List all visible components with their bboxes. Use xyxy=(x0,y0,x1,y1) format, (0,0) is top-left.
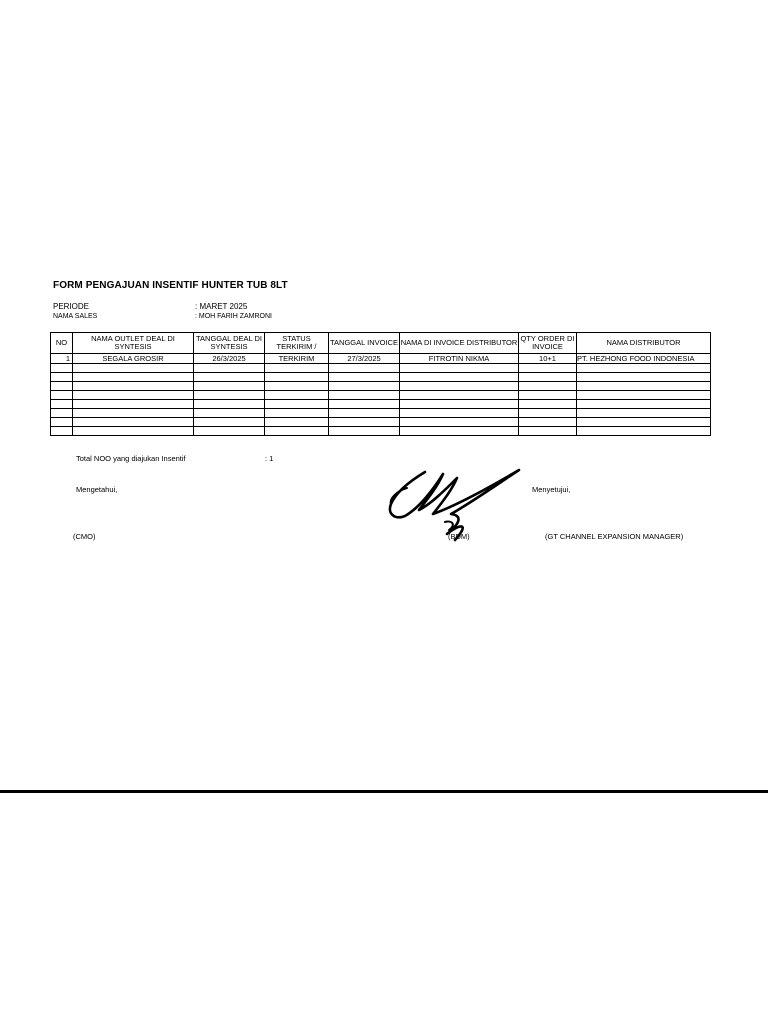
cell-tanggal-invoice xyxy=(329,364,400,373)
cell-no xyxy=(51,391,73,400)
cell-outlet xyxy=(73,427,194,436)
cell-status xyxy=(265,427,329,436)
cell-distributor xyxy=(577,409,711,418)
cell-tanggal-invoice xyxy=(329,382,400,391)
cell-status xyxy=(265,391,329,400)
cell-tanggal-deal: 26/3/2025 xyxy=(194,354,265,364)
cell-tanggal-invoice xyxy=(329,391,400,400)
cell-qty xyxy=(519,427,577,436)
cell-distributor xyxy=(577,391,711,400)
table-row xyxy=(51,418,711,427)
cell-distributor xyxy=(577,364,711,373)
cell-outlet xyxy=(73,364,194,373)
cell-no xyxy=(51,382,73,391)
cell-no xyxy=(51,418,73,427)
total-label: Total NOO yang diajukan Insentif xyxy=(76,454,186,463)
cell-nama-invoice xyxy=(400,391,519,400)
col-header-tanggal-deal: TANGGAL DEAL DI SYNTESIS xyxy=(194,333,265,354)
periode-value: : MARET 2025 xyxy=(195,302,248,311)
cell-nama-invoice: FITROTIN NIKMA xyxy=(400,354,519,364)
periode-label: PERIODE xyxy=(53,302,90,311)
cell-status xyxy=(265,409,329,418)
page-bottom-rule xyxy=(0,790,768,793)
cell-tanggal-invoice xyxy=(329,427,400,436)
cell-tanggal-invoice xyxy=(329,373,400,382)
col-header-no: NO xyxy=(51,333,73,354)
cell-nama-invoice xyxy=(400,400,519,409)
cell-qty xyxy=(519,400,577,409)
cell-tanggal-invoice xyxy=(329,418,400,427)
cell-distributor: PT. HEZHONG FOOD INDONESIA xyxy=(577,354,711,364)
cell-distributor xyxy=(577,382,711,391)
cell-no xyxy=(51,409,73,418)
table-row xyxy=(51,409,711,418)
cell-tanggal-invoice: 27/3/2025 xyxy=(329,354,400,364)
cell-outlet xyxy=(73,382,194,391)
sales-label: NAMA SALES xyxy=(53,313,98,320)
cell-distributor xyxy=(577,427,711,436)
cell-qty xyxy=(519,391,577,400)
cell-qty xyxy=(519,373,577,382)
cell-qty xyxy=(519,418,577,427)
cell-outlet xyxy=(73,400,194,409)
cell-tanggal-deal xyxy=(194,409,265,418)
cell-no xyxy=(51,364,73,373)
cell-status xyxy=(265,400,329,409)
cell-tanggal-deal xyxy=(194,427,265,436)
table-header-row xyxy=(51,333,711,354)
cell-qty xyxy=(519,382,577,391)
table-row xyxy=(51,364,711,373)
table-row xyxy=(51,373,711,382)
cell-no xyxy=(51,427,73,436)
cell-nama-invoice xyxy=(400,382,519,391)
cell-nama-invoice xyxy=(400,418,519,427)
col-header-tanggal-invoice: TANGGAL INVOICE xyxy=(329,333,400,354)
table-row xyxy=(51,382,711,391)
table-row xyxy=(51,400,711,409)
table-row xyxy=(51,354,711,364)
cell-qty xyxy=(519,409,577,418)
table-row xyxy=(51,427,711,436)
cmo-label: (CMO) xyxy=(73,532,96,541)
sales-value: : MOH FARIH ZAMRONI xyxy=(195,313,272,320)
mengetahui-label: Mengetahui, xyxy=(76,485,118,494)
table-row xyxy=(51,391,711,400)
cell-distributor xyxy=(577,418,711,427)
col-header-qty: QTY ORDER DI INVOICE xyxy=(519,333,577,354)
cell-no: 1 xyxy=(51,354,73,364)
cell-no xyxy=(51,400,73,409)
cell-tanggal-deal xyxy=(194,373,265,382)
cell-nama-invoice xyxy=(400,427,519,436)
cell-nama-invoice xyxy=(400,373,519,382)
cell-outlet xyxy=(73,409,194,418)
bdm-label: (BDM) xyxy=(448,532,470,541)
cell-tanggal-invoice xyxy=(329,400,400,409)
cell-status xyxy=(265,373,329,382)
insentif-table xyxy=(50,332,711,436)
cell-tanggal-deal xyxy=(194,418,265,427)
cell-nama-invoice xyxy=(400,409,519,418)
cell-tanggal-deal xyxy=(194,400,265,409)
cell-outlet xyxy=(73,391,194,400)
cell-qty: 10+1 xyxy=(519,354,577,364)
cell-tanggal-deal xyxy=(194,391,265,400)
cell-outlet: SEGALA GROSIR xyxy=(73,354,194,364)
cell-status: TERKIRIM xyxy=(265,354,329,364)
col-header-nama-invoice: NAMA DI INVOICE DISTRIBUTOR xyxy=(400,333,519,354)
document-title: FORM PENGAJUAN INSENTIF HUNTER TUB 8LT xyxy=(53,280,288,291)
total-value: : 1 xyxy=(265,454,274,463)
cell-distributor xyxy=(577,400,711,409)
col-header-outlet: NAMA OUTLET DEAL DI SYNTESIS xyxy=(73,333,194,354)
cell-outlet xyxy=(73,373,194,382)
cell-no xyxy=(51,373,73,382)
col-header-distributor: NAMA DISTRIBUTOR xyxy=(577,333,711,354)
cell-qty xyxy=(519,364,577,373)
cell-tanggal-deal xyxy=(194,364,265,373)
cell-distributor xyxy=(577,373,711,382)
cell-tanggal-deal xyxy=(194,382,265,391)
cell-outlet xyxy=(73,418,194,427)
menyetujui-label: Menyetujui, xyxy=(532,485,571,494)
cell-status xyxy=(265,364,329,373)
col-header-status: STATUS TERKIRIM / xyxy=(265,333,329,354)
cell-tanggal-invoice xyxy=(329,409,400,418)
cell-status xyxy=(265,382,329,391)
cell-status xyxy=(265,418,329,427)
cell-nama-invoice xyxy=(400,364,519,373)
gt-manager-label: (GT CHANNEL EXPANSION MANAGER) xyxy=(545,532,684,541)
